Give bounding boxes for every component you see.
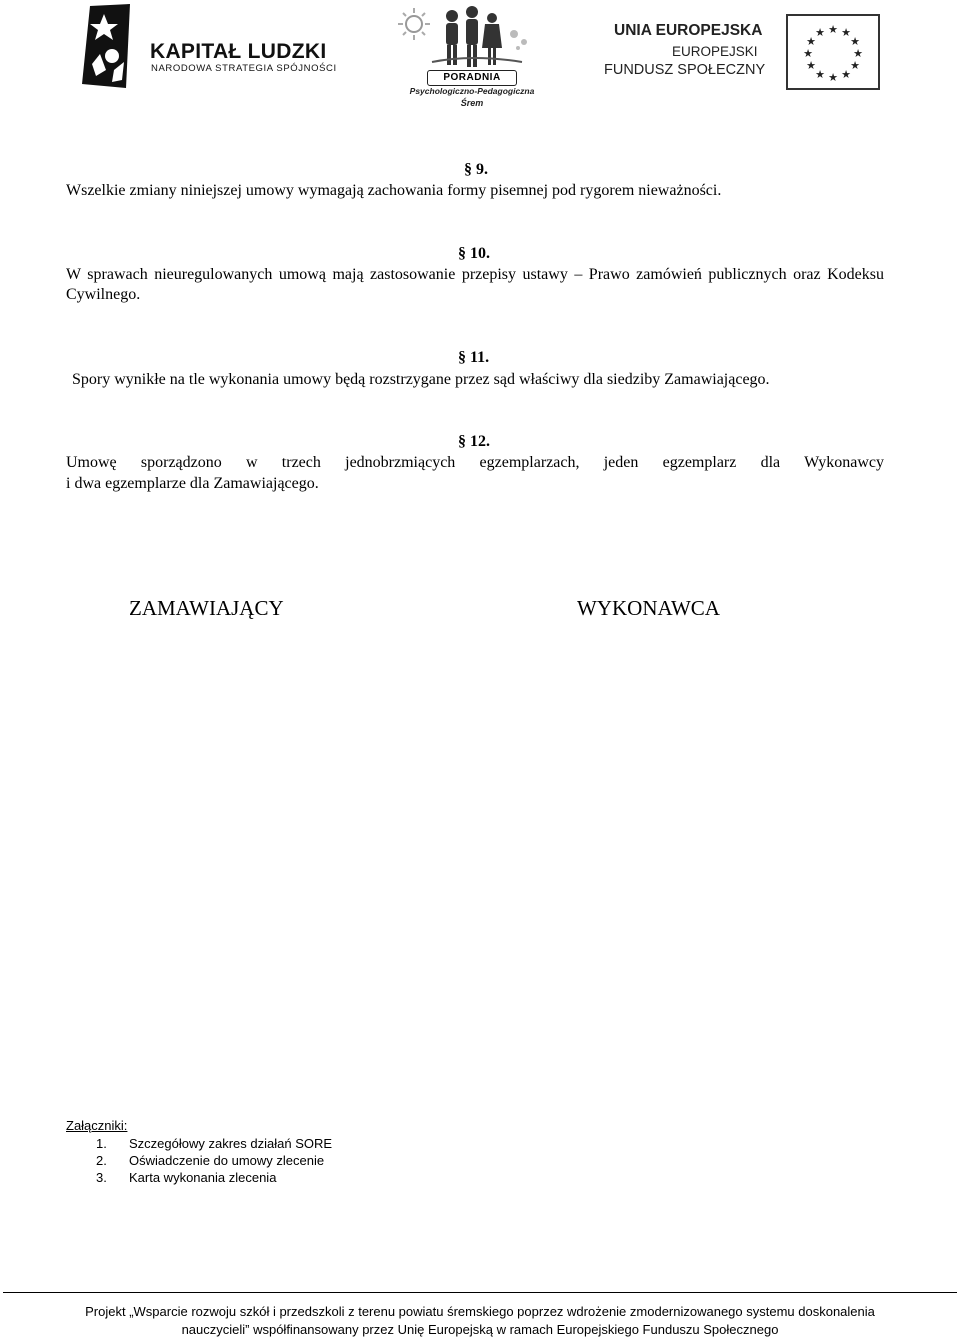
attachment-label: Oświadczenie do umowy zlecenie — [129, 1153, 325, 1168]
section-9-heading: § 9. — [464, 161, 488, 178]
signature-wykonawca: WYKONAWCA — [577, 596, 720, 620]
attachment-label: Karta wykonania zlecenia — [129, 1170, 277, 1185]
eu-line2: EUROPEJSKI — [672, 44, 758, 59]
footer — [20, 1303, 940, 1339]
attachments-list — [96, 1135, 332, 1186]
svg-text:★: ★ — [850, 35, 860, 48]
attachment-label: Szczegółowy zakres działań SORE — [129, 1136, 333, 1151]
kapital-ludzki-logo — [82, 4, 342, 88]
svg-text:★: ★ — [841, 68, 851, 81]
svg-text:★: ★ — [806, 35, 816, 48]
svg-text:★: ★ — [815, 26, 825, 39]
section-10-text: W sprawach nieuregulowanych umową mają zastosowanie przepisy ustawy – Prawo zamówień publicznych oraz Kodeksu Cywilnego. — [66, 266, 884, 303]
svg-text:★: ★ — [803, 47, 813, 60]
footer-line2: nauczycieli” współfinansowany przez Unię Europejską w ramach Europejskiego Funduszu Społecznego — [181, 1322, 779, 1337]
kapital-ludzki-title: KAPITAŁ LUDZKI — [150, 40, 327, 63]
section-12-heading: § 12. — [458, 433, 490, 450]
kapital-ludzki-emblem-icon — [82, 4, 132, 88]
poradnia-city: Śrem — [460, 98, 484, 108]
section-9-text: Wszelkie zmiany niniejszej umowy wymagają zachowania formy pisemnej pod rygorem nieważności. — [66, 182, 722, 199]
section-12-text-line1: Umowę sporządzono w trzech jednobrzmiących egzemplarzach, jeden egzemplarz dla Wykonawcy — [66, 454, 884, 471]
poradnia-name: PORADNIA — [427, 70, 517, 86]
eu-line3: FUNDUSZ SPOŁECZNY — [604, 62, 766, 78]
eu-line1: UNIA EUROPEJSKA — [614, 22, 763, 39]
svg-text:★: ★ — [828, 71, 838, 84]
list-item: 2. Oświadczenie do umowy zlecenie — [96, 1153, 325, 1168]
poradnia-subtitle: Psychologiczno-Pedagogiczna — [409, 86, 535, 96]
svg-text:★: ★ — [815, 68, 825, 81]
section-12-text-line2: i dwa egzemplarze dla Zamawiającego. — [66, 475, 319, 492]
svg-text:★: ★ — [853, 47, 863, 60]
family-figures-icon — [392, 4, 552, 70]
list-item: 1. Szczegółowy zakres działań SORE — [96, 1136, 333, 1151]
kapital-ludzki-subtitle: NARODOWA STRATEGIA SPÓJNOŚCI — [151, 63, 337, 74]
svg-text:★: ★ — [828, 23, 838, 36]
poradnia-logo — [392, 4, 552, 110]
footer-divider — [3, 1292, 957, 1293]
footer-line1: Projekt „Wsparcie rozwoju szkół i przedszkoli z terenu powiatu śremskiego poprzez wdrożenie zmodernizowanego systemu doskonalenia — [85, 1304, 875, 1319]
section-11-text: Spory wynikłe na tle wykonania umowy będą rozstrzygane przez sąd właściwy dla siedziby Zamawiającego. — [72, 371, 770, 388]
signature-zamawiajacy: ZAMAWIAJĄCY — [129, 596, 284, 620]
list-item: 3. Karta wykonania zlecenia — [96, 1170, 277, 1185]
section-10-heading: § 10. — [458, 245, 490, 262]
attachments-title: Załączniki: — [66, 1118, 128, 1133]
svg-text:★: ★ — [841, 26, 851, 39]
eu-logo — [604, 14, 882, 92]
section-11-heading: § 11. — [458, 349, 490, 366]
svg-text:★: ★ — [850, 59, 860, 72]
eu-flag-icon — [786, 14, 880, 90]
svg-text:★: ★ — [806, 59, 816, 72]
